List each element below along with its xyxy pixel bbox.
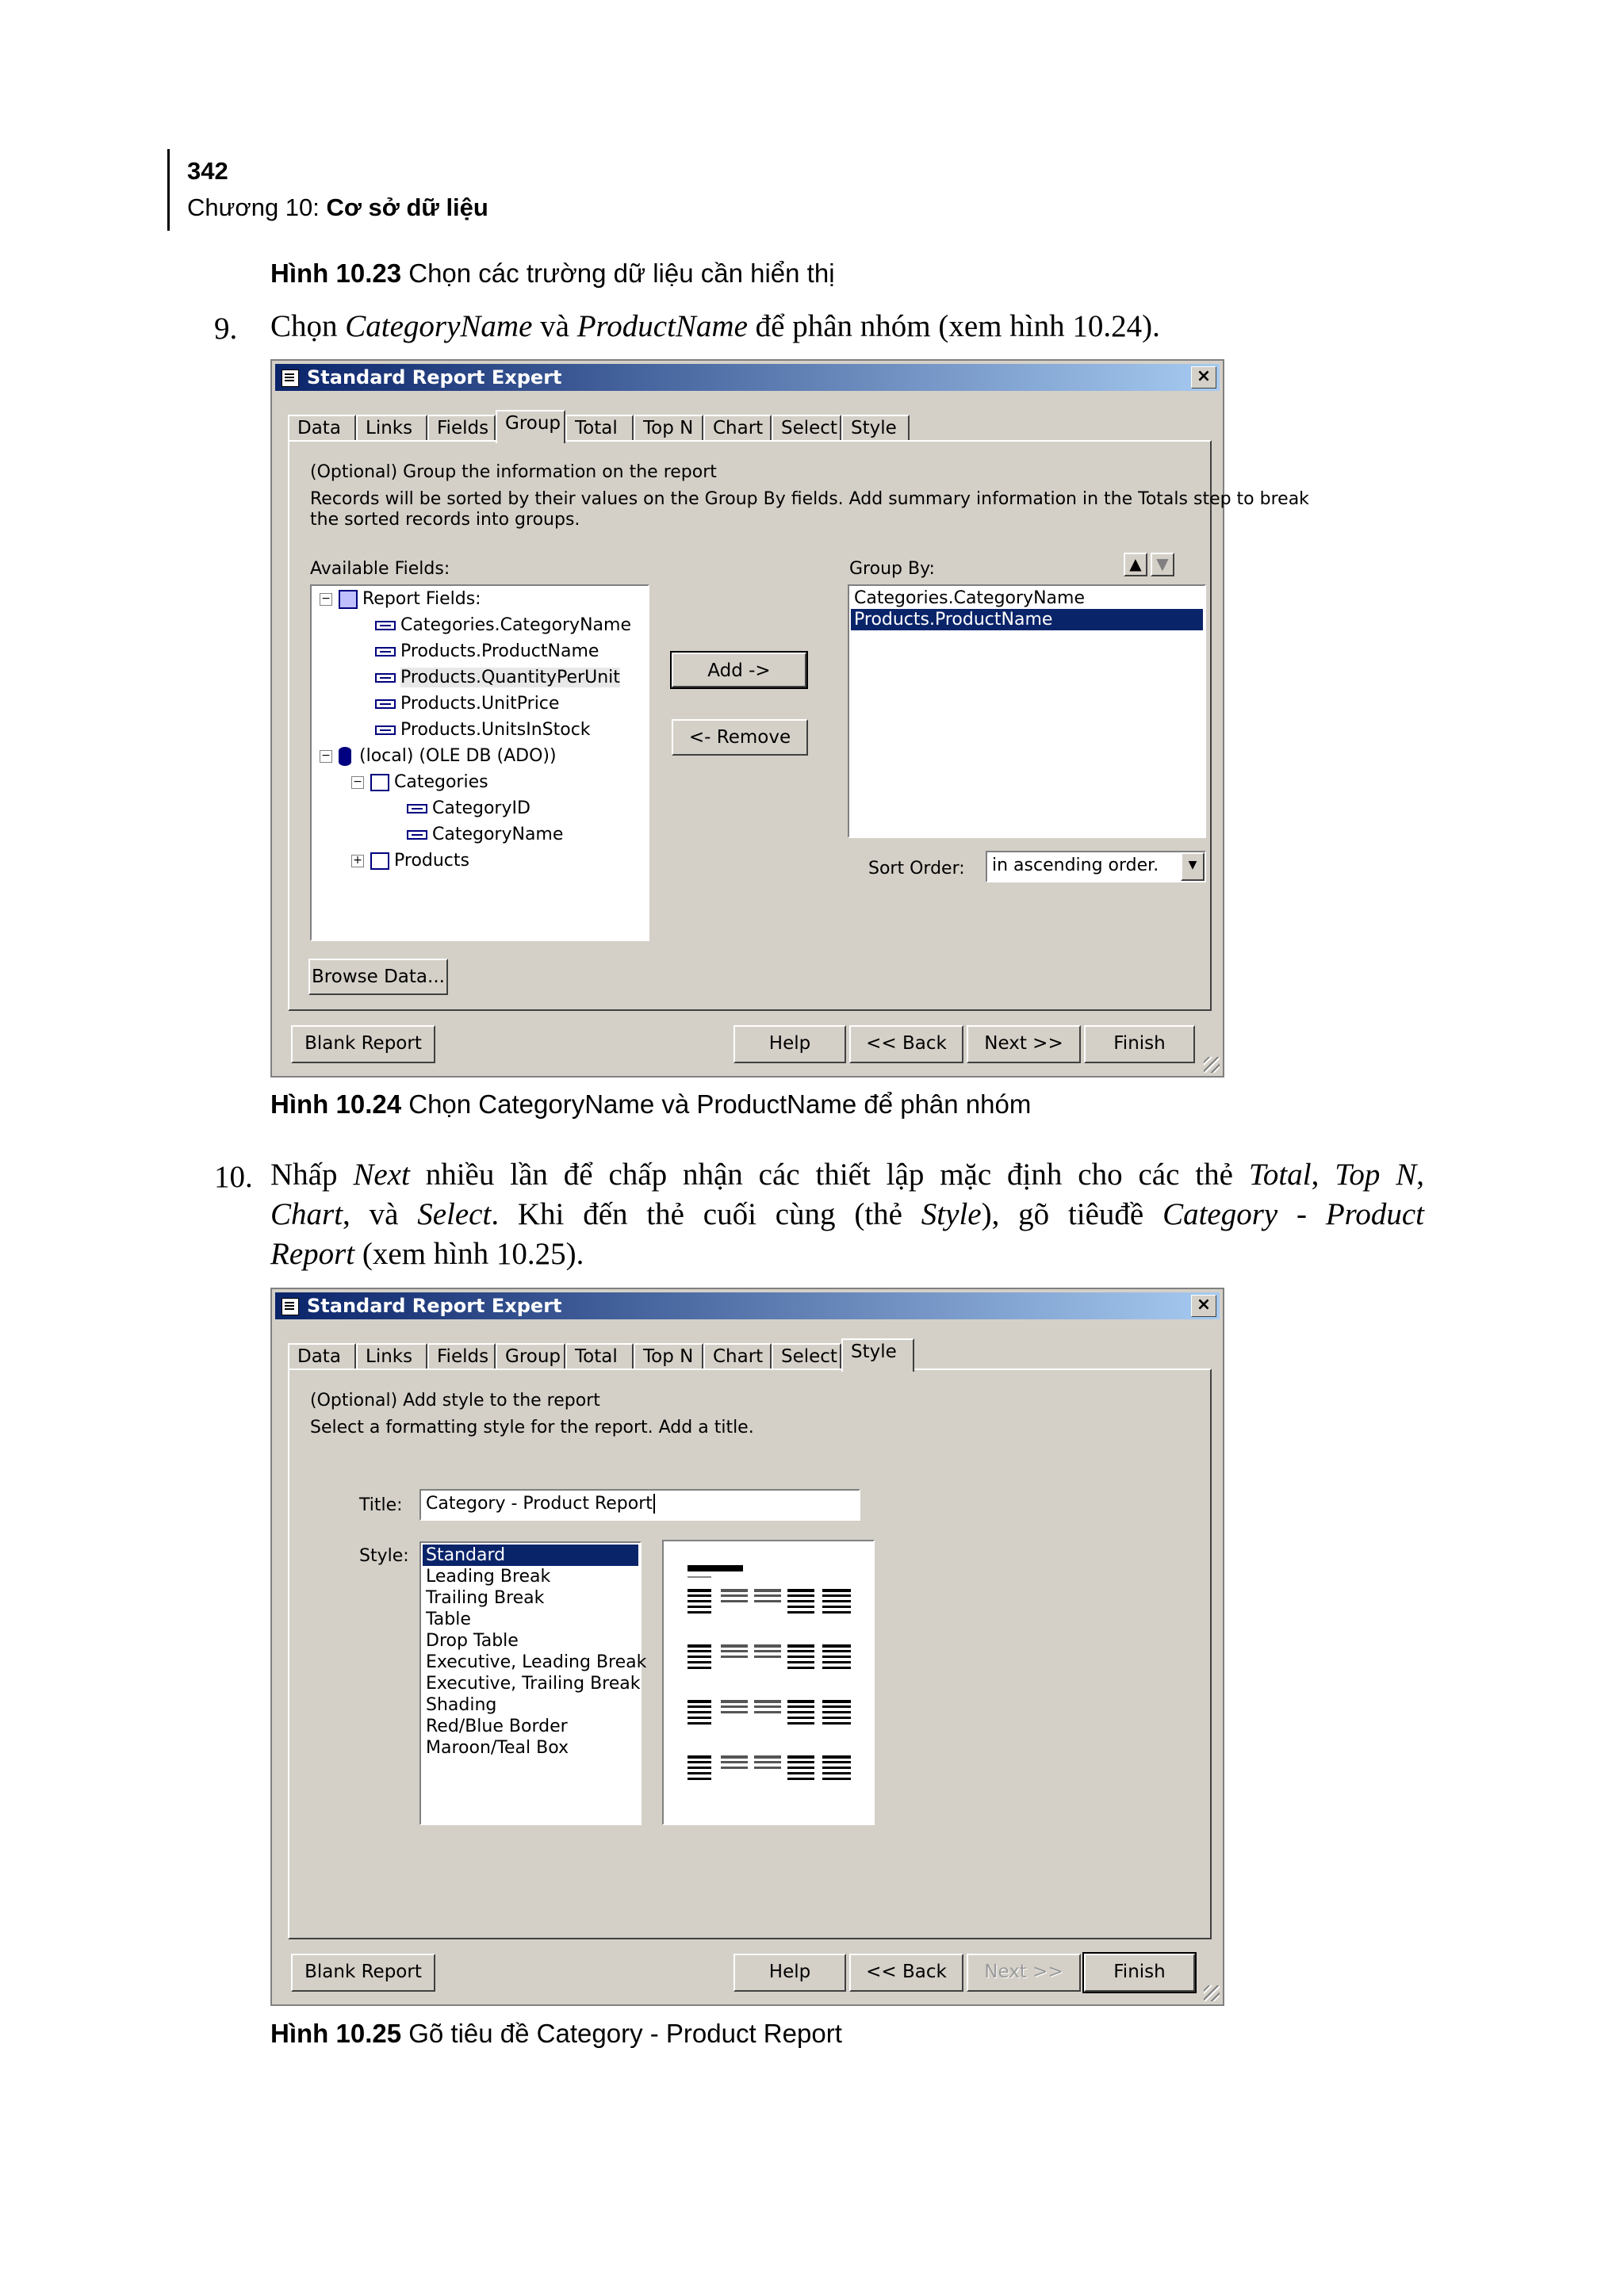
preview-line — [688, 1772, 711, 1774]
preview-line — [822, 1589, 851, 1592]
chapter-heading — [187, 193, 488, 222]
optional-text: (Optional) Add style to the report — [310, 1391, 600, 1411]
step-9-text: Chọn CategoryName và ProductName để phân nhóm (xem hình 10.24). — [270, 309, 1160, 343]
chapter-title: Cơ sở dữ liệu — [326, 193, 488, 221]
preview-line — [822, 1606, 851, 1608]
tree-item[interactable]: Products.UnitsInStock — [375, 718, 591, 742]
preview-line — [754, 1700, 781, 1703]
tree-node-categories[interactable]: − Categories — [351, 771, 488, 794]
style-label: Style: — [359, 1546, 409, 1566]
sort-order-value: in ascending order. — [992, 856, 1159, 875]
preview-line — [787, 1594, 814, 1597]
list-item[interactable]: Shading — [426, 1695, 497, 1715]
field-icon — [375, 699, 396, 709]
preview-line — [688, 1661, 711, 1663]
preview-line — [688, 1650, 711, 1652]
sort-order-label: Sort Order: — [868, 859, 965, 879]
back-button[interactable]: << Back — [849, 1025, 963, 1063]
preview-line — [787, 1700, 814, 1703]
preview-line — [822, 1778, 851, 1780]
help-button[interactable]: Help — [733, 1025, 846, 1063]
preview-line — [754, 1767, 781, 1769]
step-10-line-3: Report (xem hình 10.25). — [270, 1237, 584, 1271]
preview-line — [787, 1650, 814, 1652]
field-icon — [375, 621, 396, 630]
step-10-line-1: Nhấp Next nhiều lần để chấp nhận các thiết lập mặc định cho các thẻ Total, Top N, — [270, 1158, 1424, 1192]
tree-node-products[interactable]: + Products — [351, 849, 469, 873]
preview-line — [754, 1650, 781, 1652]
preview-line — [688, 1778, 711, 1780]
list-item[interactable]: Trailing Break — [426, 1588, 545, 1608]
figure-label: Hình 10.23 — [270, 258, 402, 288]
chapter-prefix: Chương 10: — [187, 193, 327, 221]
preview-line — [688, 1589, 711, 1592]
preview-line — [754, 1761, 781, 1763]
preview-line — [688, 1722, 711, 1725]
close-button[interactable]: × — [1191, 1295, 1216, 1317]
preview-line — [754, 1644, 781, 1648]
tab-group[interactable]: Group — [496, 410, 565, 443]
sort-order-select[interactable] — [986, 851, 1206, 882]
description-line-2: the sorted records into groups. — [310, 510, 580, 530]
preview-line — [787, 1772, 814, 1774]
preview-line — [721, 1700, 748, 1703]
preview-line — [688, 1600, 711, 1602]
tree-item[interactable]: Products.UnitPrice — [375, 692, 559, 716]
tab-fields[interactable]: Fields — [427, 1343, 496, 1370]
list-item[interactable]: Drop Table — [426, 1631, 519, 1651]
finish-button[interactable]: Finish — [1084, 1954, 1195, 1992]
preview-line — [822, 1767, 851, 1769]
blank-report-button[interactable]: Blank Report — [291, 1025, 435, 1063]
preview-line — [754, 1594, 781, 1597]
preview-line — [721, 1600, 748, 1602]
tree-item[interactable]: CategoryName — [407, 823, 563, 847]
tab-panel — [288, 1369, 1212, 1939]
preview-line — [721, 1755, 748, 1759]
preview-line — [721, 1705, 748, 1708]
preview-line — [754, 1755, 781, 1759]
dialog-title: Standard Report Expert — [307, 1295, 562, 1317]
tab-top-n[interactable]: Top N — [634, 1343, 703, 1370]
preview-line — [787, 1611, 814, 1614]
tree-node-report-fields[interactable]: − Report Fields: — [320, 588, 481, 611]
preview-line — [822, 1711, 851, 1713]
field-icon — [375, 673, 396, 683]
collapse-icon: − — [320, 593, 332, 606]
list-item[interactable]: Table — [426, 1610, 471, 1629]
tab-chart[interactable]: Chart — [703, 415, 772, 442]
preview-line — [822, 1705, 851, 1708]
preview-line — [787, 1711, 814, 1713]
tree-node-local[interactable]: − (local) (OLE DB (ADO)) — [320, 745, 557, 768]
remove-button[interactable]: <- Remove — [672, 719, 808, 756]
list-item-selected[interactable]: Products.ProductName — [851, 609, 1203, 630]
group-by-label: Group By: — [849, 559, 935, 579]
preview-line — [787, 1667, 814, 1669]
resize-grip-icon[interactable] — [1204, 1985, 1220, 2001]
group-dialog — [270, 359, 1309, 1078]
preview-line — [822, 1700, 851, 1703]
tab-select[interactable]: Select — [772, 415, 841, 442]
tab-top-n[interactable]: Top N — [634, 415, 703, 442]
text-caret — [653, 1494, 655, 1514]
tab-total[interactable]: Total — [565, 1343, 634, 1370]
next-button[interactable]: Next >> — [967, 1954, 1081, 1992]
preview-line — [787, 1656, 814, 1658]
preview-line — [688, 1761, 711, 1763]
page-number: 342 — [187, 157, 228, 185]
figure-text: Chọn các trường dữ liệu cần hiển thị — [401, 258, 835, 288]
tree-item[interactable]: Products.ProductName — [375, 640, 599, 664]
style-preview — [662, 1540, 875, 1825]
field-icon — [375, 647, 396, 657]
preview-line — [787, 1705, 814, 1708]
tab-total[interactable]: Total — [565, 415, 634, 442]
preview-line — [721, 1589, 748, 1592]
preview-line — [822, 1761, 851, 1763]
dialog-titlebar — [275, 364, 1220, 391]
figure-text: Gõ tiêu đề Category - Product Report — [401, 2019, 842, 2048]
list-item-selected[interactable]: Standard — [423, 1545, 638, 1566]
preview-line — [688, 1700, 711, 1703]
description-text: Select a formatting style for the report. Add a title. — [310, 1418, 754, 1437]
tab-style[interactable]: Style — [841, 1338, 914, 1372]
preview-line — [688, 1611, 711, 1614]
tab-panel — [288, 440, 1309, 1011]
preview-line — [721, 1711, 748, 1713]
figure-caption-1023 — [270, 258, 835, 289]
preview-line — [754, 1589, 781, 1592]
preview-line — [721, 1656, 748, 1658]
tab-fields[interactable]: Fields — [427, 415, 496, 442]
figure-label: Hình 10.24 — [270, 1089, 402, 1119]
description-line-1: Records will be sorted by their values on the Group By fields. Add summary information in the Totals step to break — [310, 489, 1309, 509]
preview-line — [787, 1761, 814, 1763]
list-item[interactable]: Leading Break — [426, 1567, 551, 1587]
dialog-title: Standard Report Expert — [307, 366, 562, 389]
list-item[interactable]: Maroon/Teal Box — [426, 1738, 569, 1758]
figure-text: Chọn CategoryName và ProductName để phân nhóm — [401, 1089, 1032, 1119]
preview-line — [822, 1600, 851, 1602]
preview-line — [787, 1661, 814, 1663]
preview-line — [787, 1778, 814, 1780]
preview-line — [822, 1717, 851, 1719]
table-icon — [370, 774, 389, 791]
tree-item[interactable]: Categories.CategoryName — [375, 614, 631, 637]
preview-line — [787, 1589, 814, 1592]
report-icon — [339, 590, 358, 609]
step-number-9: 9. — [214, 312, 238, 346]
app-icon — [282, 1298, 299, 1315]
tab-links[interactable]: Links — [356, 415, 427, 442]
preview-line — [787, 1606, 814, 1608]
database-icon — [339, 747, 351, 766]
preview-line — [787, 1717, 814, 1719]
preview-line — [754, 1656, 781, 1658]
preview-line — [688, 1667, 711, 1669]
preview-line — [688, 1767, 711, 1769]
list-item[interactable]: Executive, Trailing Break — [426, 1674, 641, 1694]
preview-line — [822, 1772, 851, 1774]
back-button[interactable]: << Back — [849, 1954, 963, 1992]
help-button[interactable]: Help — [733, 1954, 846, 1992]
preview-line — [822, 1656, 851, 1658]
preview-line — [688, 1717, 711, 1719]
preview-line — [787, 1755, 814, 1759]
next-button[interactable]: Next >> — [967, 1025, 1081, 1063]
figure-label: Hình 10.25 — [270, 2019, 402, 2048]
preview-line — [787, 1767, 814, 1769]
preview-line — [721, 1767, 748, 1769]
expand-icon: + — [351, 855, 364, 867]
preview-line — [822, 1661, 851, 1663]
preview-line — [754, 1705, 781, 1708]
tab-data[interactable]: Data — [288, 415, 356, 442]
style-list[interactable] — [419, 1541, 647, 1825]
preview-line — [721, 1650, 748, 1652]
preview-line — [688, 1606, 711, 1608]
preview-line — [688, 1656, 711, 1658]
tab-chart[interactable]: Chart — [703, 1343, 772, 1370]
tab-links[interactable]: Links — [356, 1343, 427, 1370]
tab-style[interactable]: Style — [841, 415, 910, 442]
browse-data-button[interactable]: Browse Data... — [308, 959, 448, 995]
preview-line — [688, 1755, 711, 1759]
move-down-arrow-icon[interactable]: ▼ — [1151, 553, 1174, 576]
field-icon — [407, 804, 427, 813]
app-icon — [282, 369, 299, 387]
collapse-icon: − — [320, 750, 332, 763]
preview-line — [822, 1667, 851, 1669]
group-by-list[interactable] — [848, 584, 1206, 838]
field-icon — [407, 830, 427, 840]
title-input-value: Category - Product Report — [426, 1494, 653, 1514]
title-label: Title: — [359, 1495, 403, 1515]
preview-line — [688, 1705, 711, 1708]
style-dialog — [270, 1288, 1224, 2006]
preview-line — [721, 1594, 748, 1597]
tab-select[interactable]: Select — [772, 1343, 841, 1370]
resize-grip-icon[interactable] — [1204, 1057, 1220, 1073]
step-number-10: 10. — [214, 1160, 253, 1194]
tree-item[interactable]: CategoryID — [407, 797, 530, 821]
finish-button[interactable]: Finish — [1084, 1025, 1195, 1063]
preview-line — [688, 1711, 711, 1713]
list-item[interactable]: Executive, Leading Break — [426, 1652, 647, 1672]
table-icon — [370, 852, 389, 870]
available-fields-label: Available Fields: — [310, 559, 450, 579]
dialog-titlebar — [275, 1292, 1220, 1319]
preview-line — [721, 1761, 748, 1763]
available-fields-tree[interactable] — [310, 584, 649, 941]
preview-line — [787, 1644, 814, 1648]
tab-data[interactable]: Data — [288, 1343, 356, 1370]
preview-line — [721, 1644, 748, 1648]
optional-text: (Optional) Group the information on the report — [310, 462, 717, 482]
list-item[interactable]: Categories.CategoryName — [854, 588, 1085, 608]
close-button[interactable]: × — [1191, 366, 1216, 389]
preview-line — [822, 1722, 851, 1725]
preview-line — [822, 1644, 851, 1648]
move-up-arrow-icon[interactable]: ▲ — [1124, 553, 1147, 576]
field-icon — [375, 725, 396, 735]
preview-line — [754, 1600, 781, 1602]
collapse-icon: − — [351, 776, 364, 789]
figure-caption-1024 — [270, 1089, 1031, 1120]
list-item[interactable]: Red/Blue Border — [426, 1717, 568, 1736]
tree-item[interactable]: Products.QuantityPerUnit — [375, 666, 620, 690]
preview-line — [787, 1722, 814, 1725]
chevron-down-icon[interactable]: ▼ — [1181, 852, 1205, 881]
preview-line — [822, 1650, 851, 1652]
header-rule — [167, 149, 170, 231]
tab-group[interactable]: Group — [496, 1343, 565, 1370]
preview-line — [688, 1594, 711, 1597]
preview-line — [822, 1594, 851, 1597]
preview-line — [822, 1611, 851, 1614]
preview-line — [754, 1711, 781, 1713]
preview-line — [822, 1755, 851, 1759]
figure-caption-1025 — [270, 2019, 842, 2049]
preview-line — [787, 1600, 814, 1602]
blank-report-button[interactable]: Blank Report — [291, 1954, 435, 1992]
add-button[interactable]: Add -> — [672, 653, 806, 687]
title-input[interactable] — [419, 1489, 860, 1521]
preview-line — [688, 1644, 711, 1648]
step-10-line-2: Chart, và Select. Khi đến thẻ cuối cùng (thẻ Style), gõ tiêuđề Category - Product — [270, 1197, 1425, 1231]
